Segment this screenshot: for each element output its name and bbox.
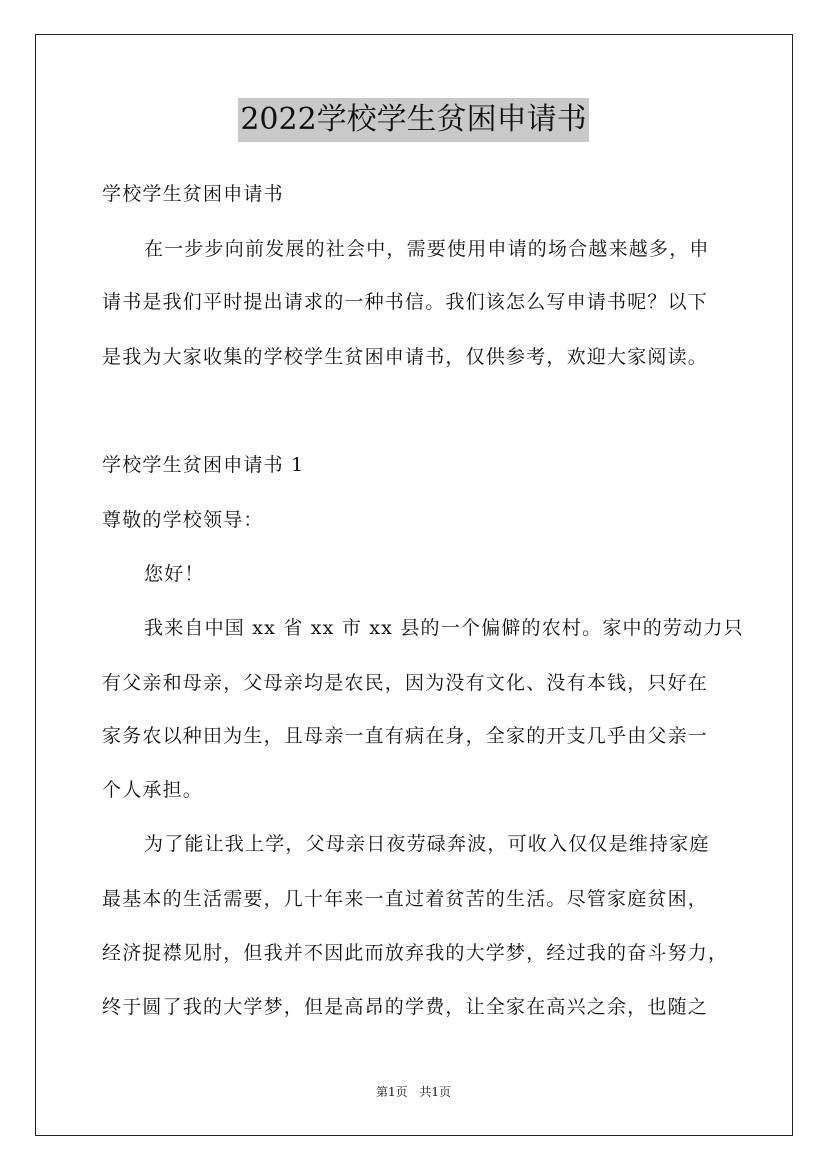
greeting: 您好！ xyxy=(144,563,205,585)
paragraph-line: 在一步步向前发展的社会中，需要使用申请的场合越来越多，申 xyxy=(144,238,710,260)
title-container xyxy=(0,98,827,142)
paragraph-line: 有父亲和母亲，父母亲均是农民，因为没有文化、没有本钱，只好在 xyxy=(102,672,709,694)
paragraph-line: 经济捉襟见肘，但我并不因此而放弃我的大学梦，经过我的奋斗努力， xyxy=(102,942,729,964)
salutation: 尊敬的学校领导： xyxy=(102,509,264,531)
page-number: 第1页 xyxy=(375,1085,408,1099)
paragraph-heading: 学校学生贫困申请书 xyxy=(102,183,284,205)
paragraph-line: 最基本的生活需要，几十年来一直过着贫苦的生活。尽管家庭贫困， xyxy=(102,888,709,910)
paragraph-line: 家务农以种田为生，且母亲一直有病在身，全家的开支几乎由父亲一 xyxy=(102,725,709,747)
paragraph-line: 请书是我们平时提出请求的一种书信。我们该怎么写申请书呢？以下 xyxy=(102,291,709,313)
document-title: 2022学校学生贫困申请书 xyxy=(238,98,588,142)
page-total: 共1页 xyxy=(419,1085,452,1099)
paragraph-line: 我来自中国 xx 省 xx 市 xx 县的一个偏僻的农村。家中的劳动力只 xyxy=(144,617,744,639)
paragraph-line: 是我为大家收集的学校学生贫困申请书，仅供参考，欢迎大家阅读。 xyxy=(102,346,709,368)
paragraph-line: 终于圆了我的大学梦，但是高昂的学费，让全家在高兴之余，也随之 xyxy=(102,996,709,1018)
paragraph-line: 为了能让我上学，父母亲日夜劳碌奔波，可收入仅仅是维持家庭 xyxy=(144,833,710,855)
section-heading: 学校学生贫困申请书 1 xyxy=(102,454,305,476)
paragraph-line: 个人承担。 xyxy=(102,779,204,801)
page-footer xyxy=(0,1083,827,1101)
